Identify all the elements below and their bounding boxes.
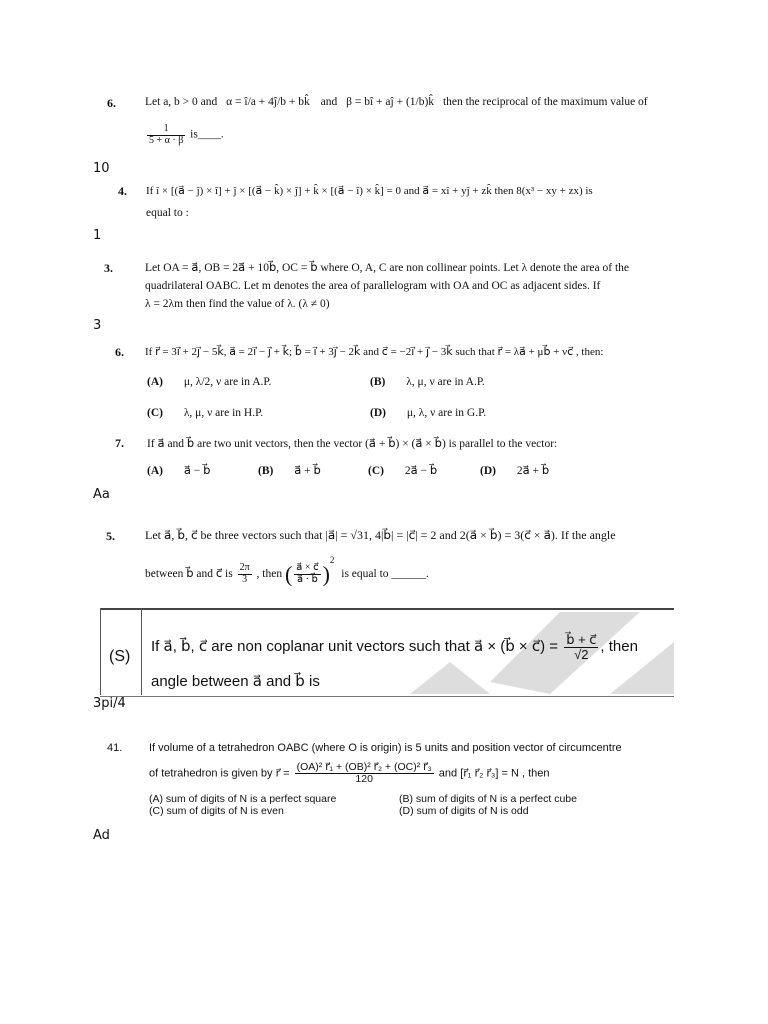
option-a	[147, 463, 210, 477]
question-text	[151, 633, 638, 661]
option-c: (C) sum of digits of N is even	[149, 805, 284, 817]
option-label: (C)	[147, 407, 163, 419]
question-text-part: of tetrahedron is given by r⃗ =	[149, 767, 290, 780]
option-label: (D)	[370, 407, 386, 419]
question-text-line2	[149, 762, 550, 785]
option-label: (A)	[147, 376, 163, 388]
fraction-denominator: 3	[242, 573, 248, 585]
question-text: If î × [(a⃗ − ĵ) × î] + ĵ × [(a⃗ − k̂) × ĵ] + k̂ × [(a⃗ − î) × k̂] = 0 and a⃗ = xî + yĵ + zk̂ then 8(x³ − xy + zx) is	[146, 185, 593, 197]
fraction-denominator: 120	[355, 773, 373, 786]
question-text-part: is____.	[190, 128, 224, 141]
fraction-numerator: 1	[147, 124, 185, 136]
answer-text: 3	[93, 318, 102, 333]
left-paren: (	[284, 561, 293, 587]
question-number: 3.	[104, 261, 113, 275]
alpha-expression: α = î/a + 4ĵ/b + bk̂	[226, 96, 310, 108]
question-text-part: is equal to ______.	[341, 568, 429, 580]
fraction-denominator: √2	[574, 646, 589, 662]
answer-text: Aa	[93, 487, 110, 502]
question-text: Let OA = a⃗, OB = 2a⃗ + 10b⃗, OC = b⃗ where O, A, C are non collinear points. Let λ denote the area of the	[145, 262, 630, 274]
fraction-numerator: b⃗ + c⃗	[566, 632, 597, 647]
answer-text: 10	[93, 161, 110, 176]
question-text-part: and [r⃗₁ r⃗₂ r⃗₃] = N , then	[438, 767, 550, 780]
question-text-line2	[145, 124, 224, 146]
answer-text: Ad	[93, 828, 110, 843]
fraction-denominator: a⃗ · b⃗	[297, 573, 318, 585]
question-number: 6.	[107, 96, 116, 110]
option-d: (D) sum of digits of N is odd	[399, 805, 529, 817]
option-text: λ, μ, ν are in A.P.	[406, 376, 485, 388]
question-text: If volume of a tetrahedron OABC (where O is origin) is 5 units and position vector of circumcentre	[149, 742, 622, 754]
question-text-part: , then	[256, 568, 283, 580]
question-text-part: and	[320, 96, 338, 108]
question-text-line2: equal to :	[146, 207, 189, 219]
beta-expression: β = bî + aĵ + (1/b)k̂	[346, 96, 435, 108]
option-b: (B) sum of digits of N is a perfect cube	[399, 793, 577, 805]
question-text-part: between b⃗ and c⃗ is	[145, 568, 233, 580]
question-text-part: then the reciprocal of the maximum value of	[442, 96, 648, 108]
option-text: μ, λ/2, ν are in A.P.	[183, 376, 272, 388]
option-label: (A)	[147, 465, 163, 477]
answer-text: 1	[93, 228, 102, 243]
option-text: μ, λ, ν are in G.P.	[406, 407, 487, 419]
fraction-numerator: 2π	[239, 562, 250, 574]
option-a	[147, 376, 271, 388]
answer-text: 3pi/4	[93, 696, 126, 711]
question-text-line2	[145, 555, 429, 587]
question-text-line2: quadrilateral OABC. Let m denotes the area of parallelogram with OA and OC as adjacent sides. If	[145, 280, 601, 292]
fraction-denominator: 5 + α · β	[149, 134, 184, 146]
option-a: (A) sum of digits of N is a perfect square	[149, 793, 337, 805]
option-b	[370, 376, 485, 388]
question-number: 7.	[115, 436, 124, 450]
question-text: If a⃗ and b⃗ are two unit vectors, then the vector (a⃗ + b⃗) × (a⃗ × b⃗) is parallel to the vector:	[147, 438, 558, 450]
right-paren: )	[322, 561, 330, 587]
option-d	[370, 407, 486, 419]
question-number: 4.	[118, 184, 127, 198]
question-text-line3: λ = 2λm then find the value of λ. (λ ≠ 0)	[145, 298, 330, 310]
question-number: 6.	[115, 345, 124, 359]
option-c	[147, 407, 263, 419]
option-label: (B)	[370, 376, 386, 388]
option-text: a⃗ − b⃗	[183, 465, 211, 477]
option-text: 2a⃗ − b⃗	[404, 465, 438, 477]
question-text-part: Let a, b > 0 and	[145, 96, 218, 108]
fraction	[564, 633, 598, 661]
question-text: If r⃗ = 3i⃗ + 2j⃗ − 5k⃗, a⃗ = 2i⃗ − j⃗ + k⃗; b⃗ = i⃗ + 3j⃗ − 2k⃗ and c⃗ = −2i⃗ + j⃗ − 3k⃗ such that r⃗ = λa⃗ + μb⃗ + νc⃗ , then:	[145, 346, 604, 358]
option-text: 2a⃗ + b⃗	[516, 465, 550, 477]
question-text-part: , then	[600, 638, 638, 656]
question-text	[145, 96, 648, 108]
fraction	[147, 124, 185, 146]
question-text: Let a⃗, b⃗, c⃗ be three vectors such that |a⃗| = √31, 4|b⃗| = |c⃗| = 2 and 2(a⃗ × b⃗) = 3(c⃗ × a⃗). If the angle	[145, 528, 616, 542]
option-c	[368, 463, 437, 477]
question-label: (S)	[109, 648, 131, 665]
fraction-numerator: a⃗ × c⃗	[296, 562, 319, 574]
ratio-fraction	[294, 563, 320, 585]
angle-fraction	[238, 563, 252, 585]
option-text: λ, μ, ν are in H.P.	[183, 407, 264, 419]
question-text-part: If a⃗, b⃗, c⃗ are non coplanar unit vectors such that a⃗ × (b⃗ × c⃗) =	[151, 638, 559, 656]
question-text-line2: angle between a⃗ and b⃗ is	[151, 673, 320, 690]
fraction-numerator: (OA)² r⃗₁ + (OB)² r⃗₂ + (OC)² r⃗₃	[296, 761, 432, 773]
question-number: 41.	[107, 742, 123, 754]
option-label: (B)	[258, 465, 274, 477]
option-text: a⃗ + b⃗	[294, 465, 321, 477]
option-b	[258, 463, 321, 477]
question-number: 5.	[106, 529, 115, 543]
exponent: 2	[329, 555, 335, 565]
option-d	[480, 463, 549, 477]
fraction	[295, 762, 434, 785]
box-divider	[141, 608, 142, 695]
option-label: (C)	[368, 465, 384, 477]
box-left-border	[100, 608, 101, 695]
option-label: (D)	[480, 465, 496, 477]
